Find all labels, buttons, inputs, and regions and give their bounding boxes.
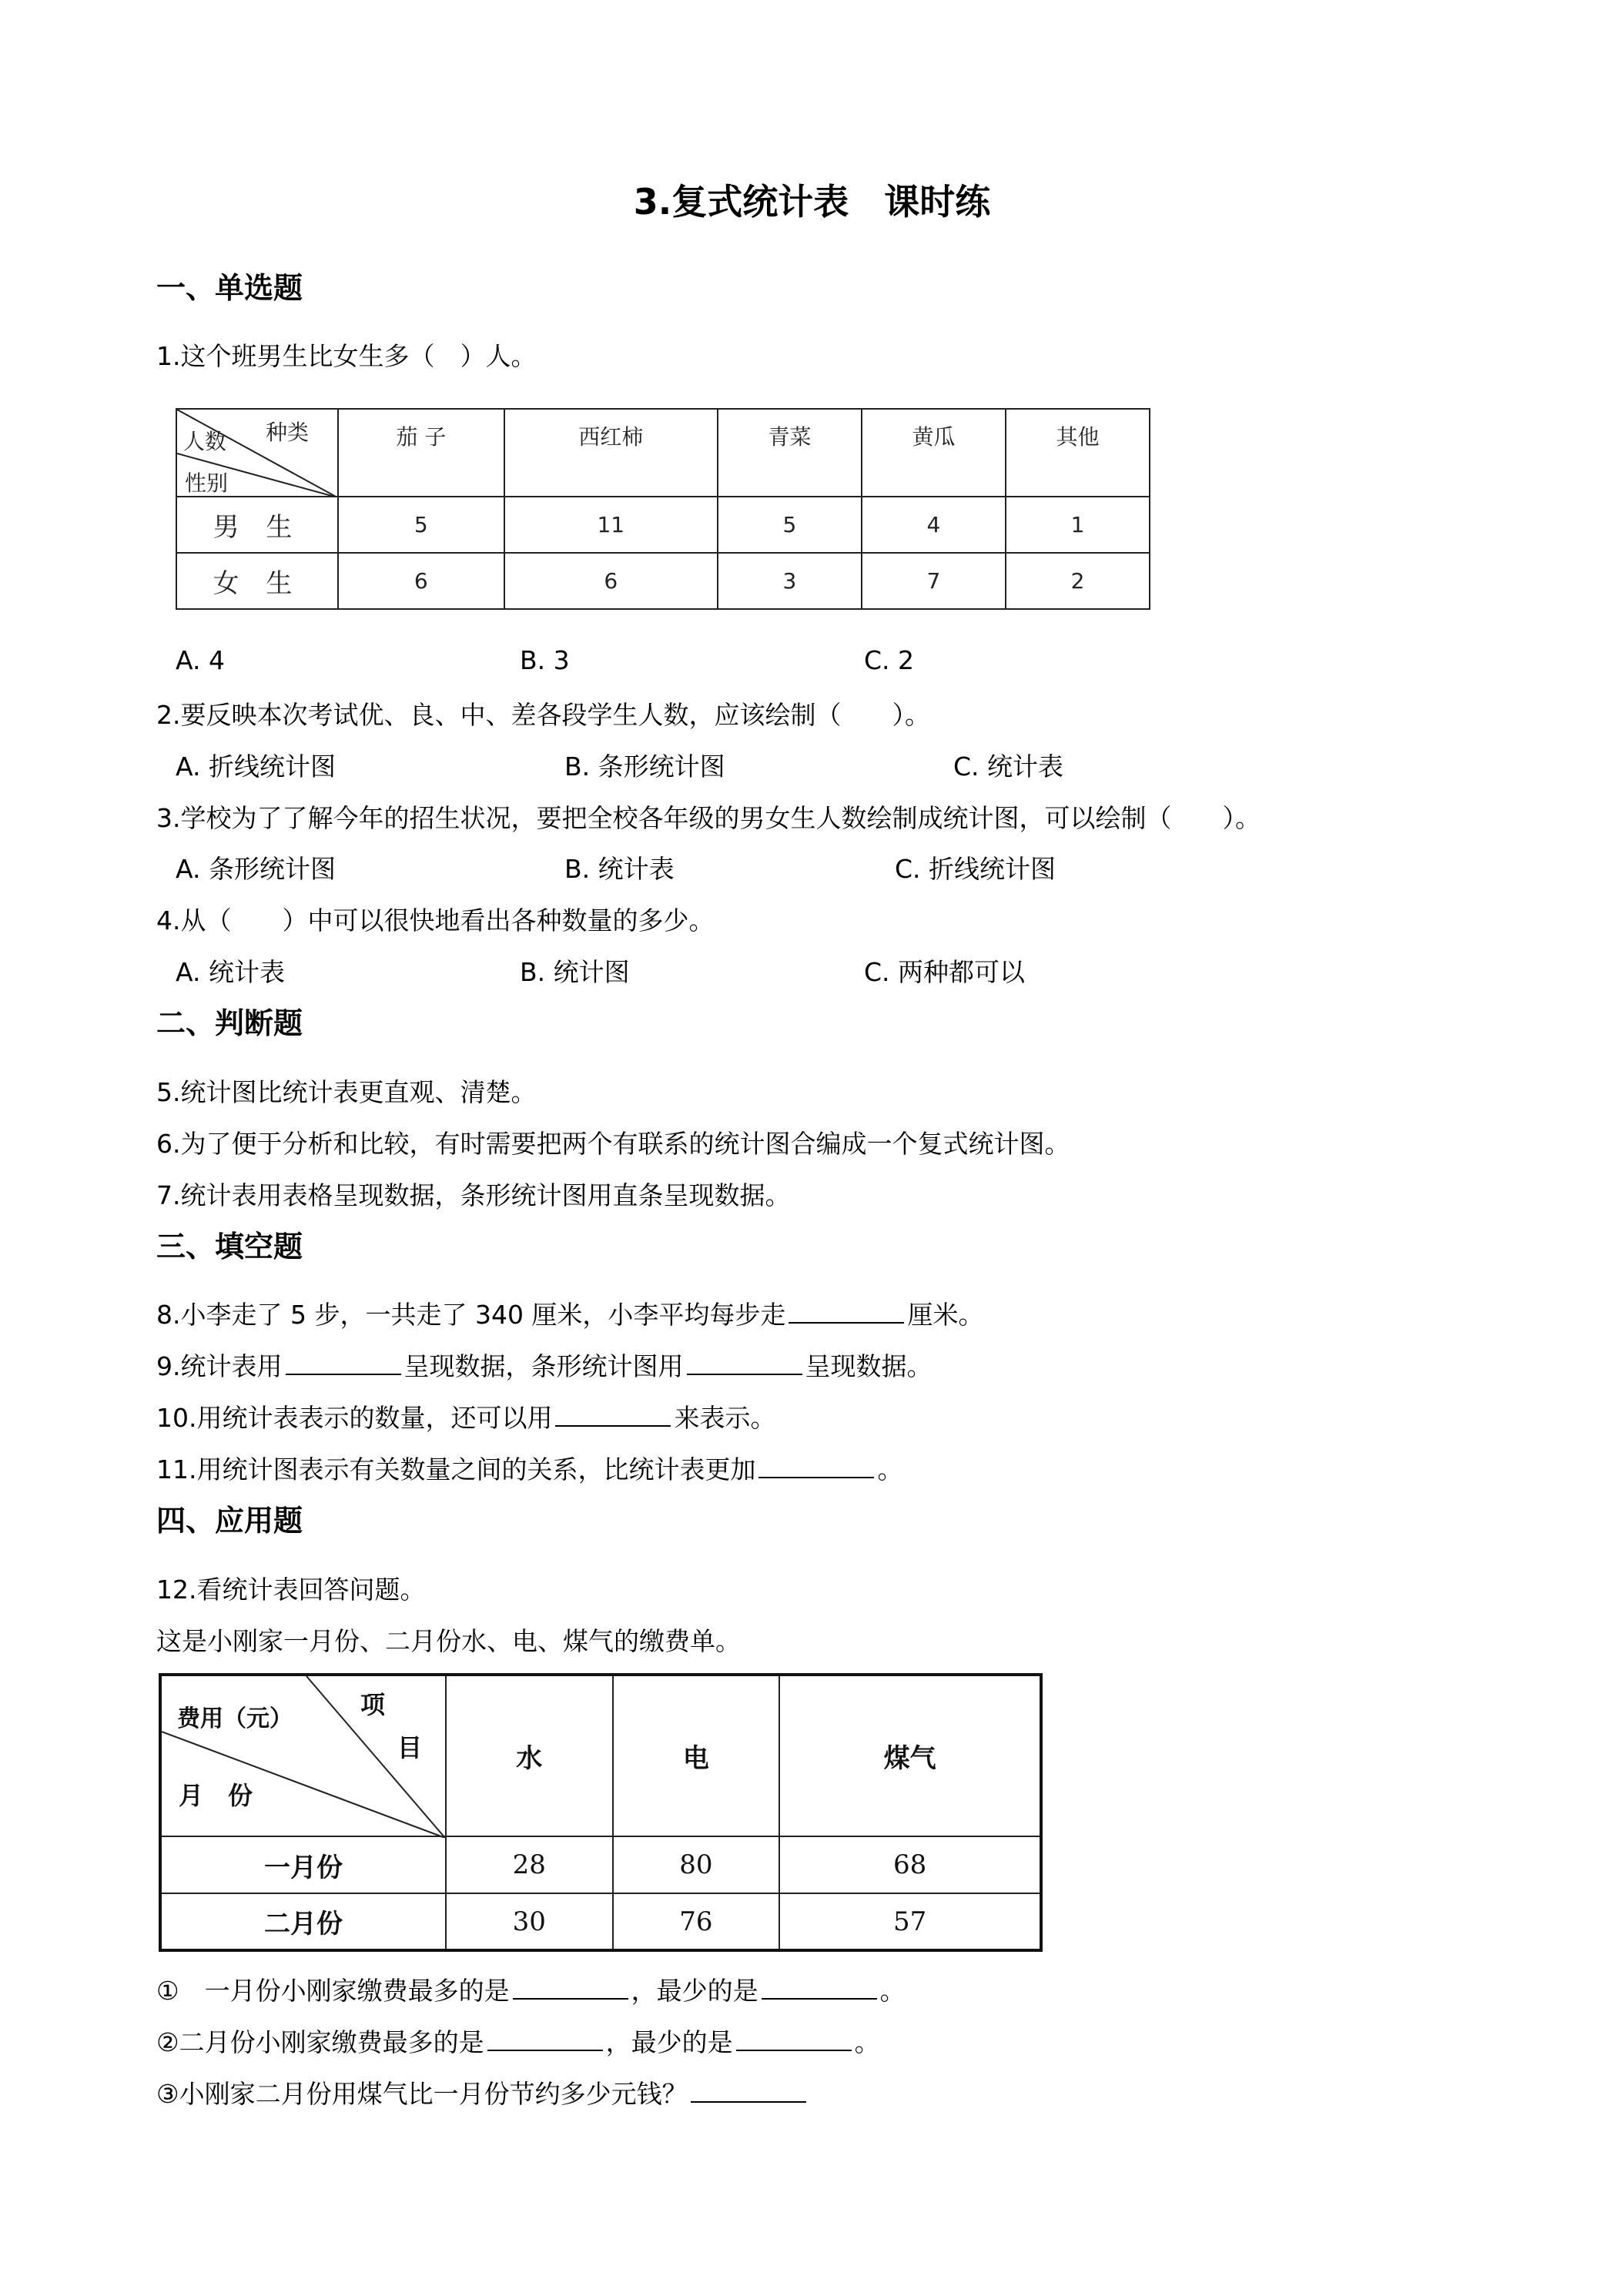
question-12-text: 12.看统计表回答问题。	[156, 1575, 426, 1605]
answer-blank[interactable]	[691, 2078, 806, 2103]
question-11	[156, 1450, 902, 1486]
answer-blank[interactable]	[687, 1350, 802, 1375]
question-12-sub-2	[156, 2023, 880, 2059]
section-heading-fill-blank: 三、填空题	[156, 1230, 303, 1263]
question-12-intro: 这是小刚家一月份、二月份水、电、煤气的缴费单。	[156, 1626, 741, 1656]
table-header-cell: 煤气	[779, 1675, 1041, 1836]
question-2-option-b[interactable]: B. 条形统计图	[564, 751, 725, 782]
corner-label-item-2: 目	[397, 1733, 423, 1762]
table-cell: 3	[718, 553, 862, 609]
question-10	[156, 1398, 775, 1434]
question-8	[156, 1295, 983, 1331]
table-cell: 4	[862, 497, 1006, 553]
question-11-text-b: 。	[877, 1454, 903, 1484]
question-2-option-a[interactable]: A. 折线统计图	[176, 751, 336, 782]
table-cell: 2	[1006, 553, 1150, 609]
question-2-option-c[interactable]: C. 统计表	[953, 751, 1064, 782]
question-10-text-a: 10.用统计表表示的数量，还可以用	[156, 1403, 553, 1433]
table-cell: 76	[613, 1893, 780, 1950]
sub-2-text-c: 。	[854, 2027, 880, 2057]
question-8-text-b: 厘米。	[907, 1300, 984, 1330]
question-12-sub-1	[156, 1971, 906, 2007]
table-header-cell: 其他	[1006, 409, 1150, 497]
question-10-text-b: 来表示。	[674, 1403, 776, 1433]
table-cell: 30	[446, 1893, 613, 1950]
table-cell: 11	[504, 497, 718, 553]
table-cell: 68	[779, 1836, 1041, 1893]
corner-label-count: 人数	[183, 429, 227, 454]
question-12-sub-3	[156, 2074, 809, 2110]
answer-blank[interactable]	[789, 1299, 904, 1324]
question-5-text: 5.统计图比统计表更直观、清楚。	[156, 1077, 537, 1107]
question-3-text: 3.学校为了了解今年的招生状况，要把全校各年级的男女生人数绘制成统计图，可以绘制（ ）。	[156, 803, 1261, 833]
table-corner-cell	[160, 1675, 446, 1836]
question-1-option-c[interactable]: C. 2	[864, 645, 915, 675]
table-cell: 80	[613, 1836, 780, 1893]
vegetable-preference-table	[176, 408, 1150, 610]
table-row-label: 一月份	[160, 1836, 446, 1893]
question-2-text: 2.要反映本次考试优、良、中、差各段学生人数，应该绘制（ ）。	[156, 700, 930, 730]
table-row-label: 男 生	[176, 497, 338, 553]
table-cell: 1	[1006, 497, 1150, 553]
question-9-text-b: 呈现数据，条形统计图用	[403, 1351, 684, 1381]
table-header-cell: 电	[613, 1675, 780, 1836]
answer-blank[interactable]	[555, 1402, 671, 1427]
question-4-option-a[interactable]: A. 统计表	[176, 957, 285, 987]
question-4-option-b[interactable]: B. 统计图	[520, 957, 630, 987]
table-row-label: 女 生	[176, 553, 338, 609]
section-heading-single-choice: 一、单选题	[156, 271, 303, 305]
table-header-cell: 青菜	[718, 409, 862, 497]
corner-label-cost: 费用（元）	[177, 1705, 293, 1732]
answer-blank[interactable]	[487, 2027, 603, 2051]
sub-2-text-a: ②二月份小刚家缴费最多的是	[156, 2027, 484, 2057]
question-9	[156, 1347, 933, 1383]
question-1-text: 1.这个班男生比女生多（ ）人。	[156, 341, 537, 371]
table-cell: 5	[338, 497, 504, 553]
utility-bill-table	[159, 1673, 1043, 1952]
question-4-text: 4.从（ ）中可以很快地看出各种数量的多少。	[156, 905, 715, 935]
question-3-option-b[interactable]: B. 统计表	[564, 854, 675, 884]
corner-label-gender: 性别	[185, 470, 229, 496]
question-9-text-c: 呈现数据。	[805, 1351, 933, 1381]
sub-2-text-b: ，最少的是	[605, 2027, 733, 2057]
answer-blank[interactable]	[736, 2027, 852, 2051]
table-cell: 6	[504, 553, 718, 609]
table-cell: 7	[862, 553, 1006, 609]
question-1-option-b[interactable]: B. 3	[520, 645, 570, 675]
corner-label-month: 月 份	[179, 1781, 253, 1810]
corner-label-category: 种类	[266, 420, 310, 445]
section-heading-true-false: 二、判断题	[156, 1006, 303, 1040]
answer-blank[interactable]	[513, 1975, 628, 2000]
sub-1-text-c: 。	[879, 1976, 906, 2006]
table-cell: 57	[779, 1893, 1041, 1950]
table-row-label: 二月份	[160, 1893, 446, 1950]
corner-label-item-1: 项	[360, 1690, 386, 1719]
section-heading-application: 四、应用题	[156, 1504, 303, 1538]
answer-blank[interactable]	[758, 1454, 874, 1478]
table-cell: 6	[338, 553, 504, 609]
table-header-cell: 茄 子	[338, 409, 504, 497]
question-6-text: 6.为了便于分析和比较，有时需要把两个有联系的统计图合编成一个复式统计图。	[156, 1129, 1070, 1159]
table-cell: 28	[446, 1836, 613, 1893]
question-7-text: 7.统计表用表格呈现数据，条形统计图用直条呈现数据。	[156, 1180, 791, 1210]
answer-blank[interactable]	[286, 1350, 401, 1375]
question-8-text-a: 8.小李走了 5 步，一共走了 340 厘米，小李平均每步走	[156, 1300, 786, 1330]
table-header-cell: 黄瓜	[862, 409, 1006, 497]
table-header-cell: 水	[446, 1675, 613, 1836]
sub-1-text-a: ① 一月份小刚家缴费最多的是	[156, 1976, 510, 2006]
sub-3-text-a: ③小刚家二月份用煤气比一月份节约多少元钱？	[156, 2079, 688, 2109]
question-11-text-a: 11.用统计图表示有关数量之间的关系，比统计表更加	[156, 1454, 756, 1484]
table-header-cell: 西红柿	[504, 409, 718, 497]
table-corner-cell	[176, 409, 338, 497]
question-1-option-a[interactable]: A. 4	[176, 645, 225, 675]
sub-1-text-b: ，最少的是	[631, 1976, 758, 2006]
question-3-option-c[interactable]: C. 折线统计图	[895, 854, 1056, 884]
question-3-option-a[interactable]: A. 条形统计图	[176, 854, 336, 884]
page-title: 3.复式统计表 课时练	[633, 181, 991, 223]
table-cell: 5	[718, 497, 862, 553]
question-9-text-a: 9.统计表用	[156, 1351, 283, 1381]
question-4-option-c[interactable]: C. 两种都可以	[864, 957, 1026, 987]
answer-blank[interactable]	[762, 1975, 877, 2000]
